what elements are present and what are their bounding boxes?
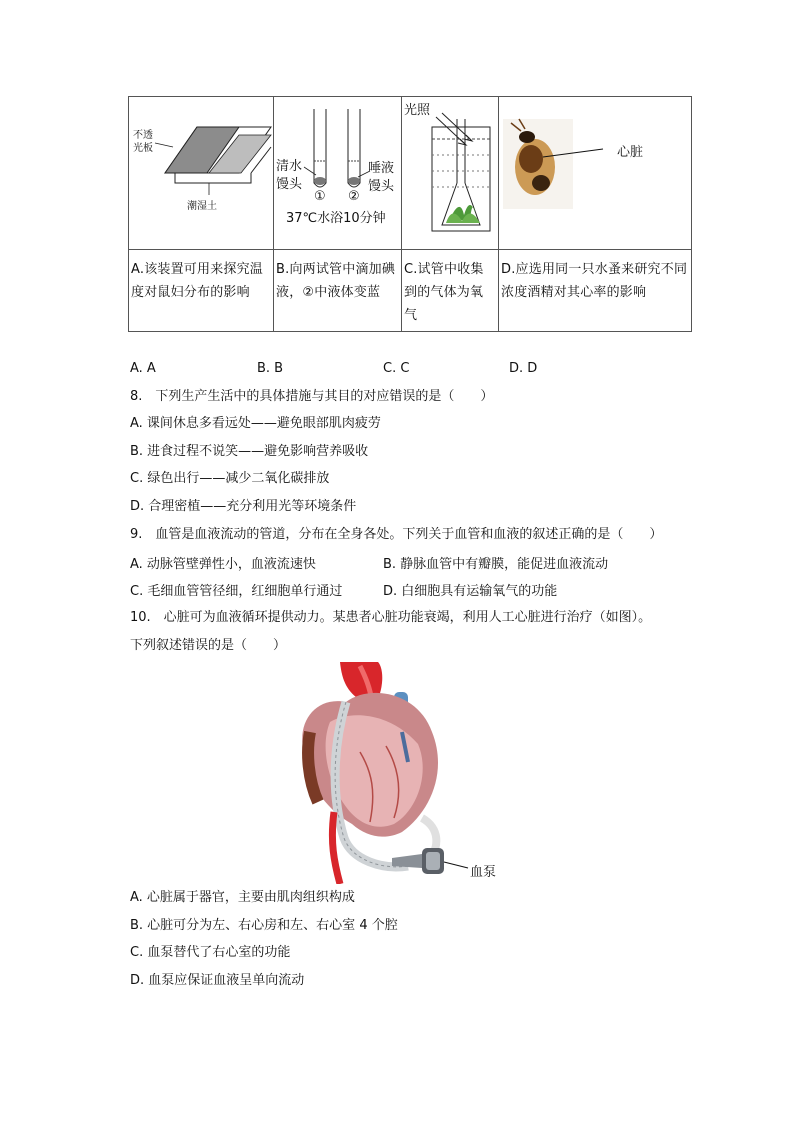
q10-option-d: D. 血泵应保证血液呈单向流动 bbox=[130, 973, 305, 988]
label-heart: 心脏 bbox=[617, 145, 644, 160]
woodlouse-box-diagram bbox=[129, 97, 274, 245]
caption-d: D.应选用同一只水蚤来研究不同浓度酒精对其心率的影响 bbox=[499, 250, 692, 332]
q8-option-d: D. 合理密植——充分利用光等环境条件 bbox=[130, 499, 357, 514]
figure-table bbox=[128, 96, 692, 332]
q7-option-d: D. D bbox=[509, 361, 538, 376]
label-water: 清水 bbox=[276, 159, 303, 174]
water-flea-image bbox=[499, 97, 692, 245]
tube-1-number: ① bbox=[314, 189, 326, 204]
beaker-plant-diagram bbox=[402, 97, 499, 245]
q10-option-a: A. 心脏属于器官，主要由肌肉组织构成 bbox=[130, 890, 355, 905]
q9-option-a: A. 动脉管壁弹性小，血液流速快 bbox=[130, 557, 316, 572]
q10-option-b: B. 心脏可分为左、右心房和左、右心室 4 个腔 bbox=[130, 918, 398, 933]
q7-option-b: B. B bbox=[257, 361, 284, 376]
caption-b: B.向两试管中滴加碘液，②中液体变蓝 bbox=[274, 250, 402, 332]
q8-stem: 8. 下列生产生活中的具体措施与其目的对应错误的是（ ） bbox=[130, 389, 494, 404]
q9-stem: 9. 血管是血液流动的管道，分布在全身各处。下列关于血管和血液的叙述正确的是（ ） bbox=[130, 527, 663, 542]
q9-option-d: D. 白细胞具有运输氧气的功能 bbox=[383, 584, 558, 599]
label-bun-1: 馒头 bbox=[276, 177, 303, 192]
figure-c-cell bbox=[402, 97, 499, 250]
q10-option-c: C. 血泵替代了右心室的功能 bbox=[130, 945, 291, 960]
label-saliva: 唾液 bbox=[368, 161, 395, 176]
q7-option-a: A. A bbox=[130, 361, 156, 376]
label-lighttight-board: 不透 光板 bbox=[133, 130, 153, 154]
label-soil: 潮湿土 bbox=[187, 201, 217, 212]
q10-stem-line-2: 下列叙述错误的是（ ） bbox=[130, 638, 287, 653]
label-bun-2: 馒头 bbox=[368, 179, 395, 194]
q9-option-b: B. 静脉血管中有瓣膜，能促进血液流动 bbox=[383, 557, 609, 572]
q10-stem-line-1: 10. 心脏可为血液循环提供动力。某患者心脏功能衰竭，利用人工心脏进行治疗（如图）。 bbox=[130, 610, 652, 625]
figure-a-cell bbox=[129, 97, 274, 250]
caption-c: C.试管中收集到的气体为氧气 bbox=[402, 250, 499, 332]
figure-b-cell bbox=[274, 97, 402, 250]
water-bath-condition: 37℃水浴10分钟 bbox=[286, 211, 386, 226]
q8-option-b: B. 进食过程不说笑——避免影响营养吸收 bbox=[130, 444, 369, 459]
figure-d-cell bbox=[499, 97, 692, 250]
q8-option-c: C. 绿色出行——减少二氧化碳排放 bbox=[130, 471, 330, 486]
label-light: 光照 bbox=[404, 103, 431, 118]
q8-option-a: A. 课间休息多看远处——避免眼部肌肉疲劳 bbox=[130, 416, 381, 431]
artificial-heart-figure bbox=[290, 662, 510, 884]
label-blood-pump: 血泵 bbox=[470, 865, 497, 880]
caption-a: A.该装置可用来探究温度对鼠妇分布的影响 bbox=[129, 250, 274, 332]
q7-option-c: C. C bbox=[383, 361, 410, 376]
tube-2-number: ② bbox=[348, 189, 360, 204]
q9-option-c: C. 毛细血管管径细，红细胞单行通过 bbox=[130, 584, 343, 599]
